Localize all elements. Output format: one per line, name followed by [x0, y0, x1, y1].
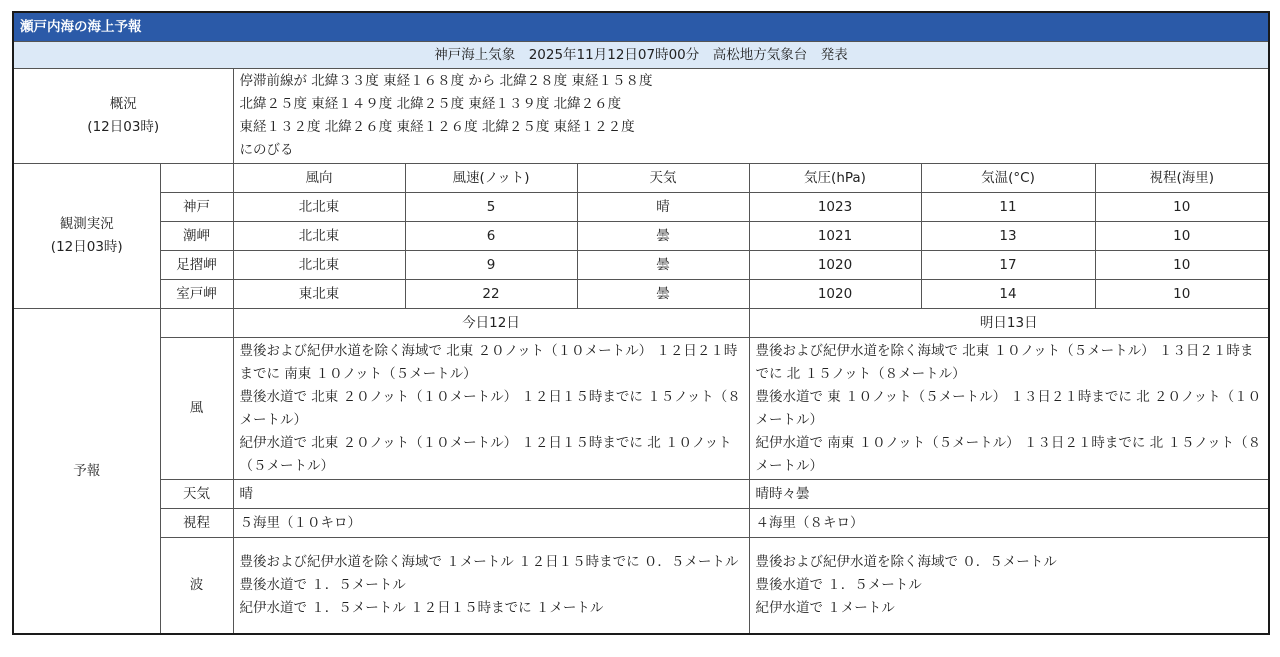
wind-today-line: 豊後水道で 北東 ２０ノット（１０メートル） １２日１５時までに １５ノット（８メートル） [239, 388, 741, 428]
visibility-label: 視程 [160, 509, 233, 538]
visibility-tomorrow: ４海里（８キロ） [749, 509, 1269, 538]
obs-pressure: 1023 [749, 193, 921, 222]
wind-tomorrow-line: 紀伊水道で 南東 １０ノット（５メートル） １３日２１時までに 北 １５ノット（８メートル） [755, 434, 1262, 474]
wind-label: 風 [160, 338, 233, 480]
overview-line: 東経１３２度 北緯２６度 東経１２６度 北緯２５度 東経１２２度 [239, 119, 635, 135]
obs-wind-speed: 9 [405, 251, 577, 280]
obs-pressure: 1020 [749, 280, 921, 309]
observations-label-cell [13, 164, 160, 309]
waves-tomorrow [749, 538, 1269, 635]
forecast-corner [160, 309, 233, 338]
table-row [13, 193, 1269, 222]
obs-pressure: 1021 [749, 222, 921, 251]
overview-line: にのびる [239, 142, 294, 158]
obs-wind-speed: 5 [405, 193, 577, 222]
wind-tomorrow [749, 338, 1269, 480]
obs-pressure: 1020 [749, 251, 921, 280]
observations-corner [160, 164, 233, 193]
header-wind-speed: 風速(ノット) [405, 164, 577, 193]
obs-temperature: 11 [921, 193, 1095, 222]
overview-line: 停滞前線が 北緯３３度 東経１６８度 から 北緯２８度 東経１５８度 [239, 73, 653, 89]
weather-tomorrow: 晴時々曇 [749, 480, 1269, 509]
table-row [13, 251, 1269, 280]
obs-wind-speed: 6 [405, 222, 577, 251]
header-wind-direction: 風向 [233, 164, 405, 193]
wind-today [233, 338, 749, 480]
station-name: 足摺岬 [160, 251, 233, 280]
obs-wind-speed: 22 [405, 280, 577, 309]
obs-visibility: 10 [1095, 193, 1269, 222]
station-name: 室戸岬 [160, 280, 233, 309]
issued-info: 神戸海上気象 2025年11月12日07時00分 高松地方気象台 発表 [13, 42, 1269, 69]
waves-tomorrow-line: 豊後および紀伊水道を除く海域で ０．５メートル [755, 554, 1057, 570]
waves-tomorrow-line: 豊後水道で １．５メートル [755, 577, 922, 593]
obs-temperature: 14 [921, 280, 1095, 309]
overview-time: (12日03時) [87, 119, 160, 135]
obs-wind-direction: 北北東 [233, 222, 405, 251]
waves-today-line: 豊後および紀伊水道を除く海域で １メートル １２日１５時までに ０．５メートル [239, 554, 739, 570]
obs-temperature: 13 [921, 222, 1095, 251]
header-temperature: 気温(°C) [921, 164, 1095, 193]
header-weather: 天気 [577, 164, 749, 193]
forecast-label: 予報 [13, 309, 160, 635]
observations-time: (12日03時) [50, 239, 123, 255]
wind-today-line: 豊後および紀伊水道を除く海域で 北東 ２０ノット（１０メートル） １２日２１時までに 南東 １０ノット（５メートル） [239, 342, 738, 382]
weather-today: 晴 [233, 480, 749, 509]
waves-tomorrow-line: 紀伊水道で １メートル [755, 600, 895, 616]
forecast-container [12, 11, 1268, 635]
waves-label: 波 [160, 538, 233, 635]
obs-visibility: 10 [1095, 222, 1269, 251]
obs-weather: 曇 [577, 251, 749, 280]
station-name: 潮岬 [160, 222, 233, 251]
weather-label: 天気 [160, 480, 233, 509]
obs-wind-direction: 北北東 [233, 193, 405, 222]
obs-weather: 曇 [577, 280, 749, 309]
page-title: 瀬戸内海の海上予報 [13, 12, 1269, 42]
wind-tomorrow-line: 豊後水道で 東 １０ノット（５メートル） １３日２１時までに 北 ２０ノット（１０メートル） [755, 388, 1262, 428]
obs-weather: 晴 [577, 193, 749, 222]
overview-label-cell [13, 69, 233, 164]
wind-tomorrow-line: 豊後および紀伊水道を除く海域で 北東 １０ノット（５メートル） １３日２１時までに 北 １５ノット（８メートル） [755, 342, 1254, 382]
overview-text [233, 69, 1269, 164]
forecast-tomorrow-header: 明日13日 [749, 309, 1269, 338]
waves-today-line: 紀伊水道で １．５メートル １２日１５時までに １メートル [239, 600, 604, 616]
forecast-today-header: 今日12日 [233, 309, 749, 338]
obs-weather: 曇 [577, 222, 749, 251]
obs-wind-direction: 東北東 [233, 280, 405, 309]
overview-label: 概況 [109, 96, 137, 112]
observations-label: 観測実況 [59, 216, 114, 232]
wind-today-line: 紀伊水道で 北東 ２０ノット（１０メートル） １２日１５時までに 北 １０ノット（５メートル） [239, 434, 732, 474]
waves-today-line: 豊後水道で １．５メートル [239, 577, 406, 593]
header-pressure: 気圧(hPa) [749, 164, 921, 193]
overview-line: 北緯２５度 東経１４９度 北緯２５度 東経１３９度 北緯２６度 [239, 96, 622, 112]
obs-visibility: 10 [1095, 280, 1269, 309]
obs-wind-direction: 北北東 [233, 251, 405, 280]
obs-visibility: 10 [1095, 251, 1269, 280]
obs-temperature: 17 [921, 251, 1095, 280]
table-row [13, 222, 1269, 251]
visibility-today: ５海里（１０キロ） [233, 509, 749, 538]
station-name: 神戸 [160, 193, 233, 222]
waves-today [233, 538, 749, 635]
table-row [13, 280, 1269, 309]
header-visibility: 視程(海里) [1095, 164, 1269, 193]
marine-forecast-table [12, 11, 1270, 635]
